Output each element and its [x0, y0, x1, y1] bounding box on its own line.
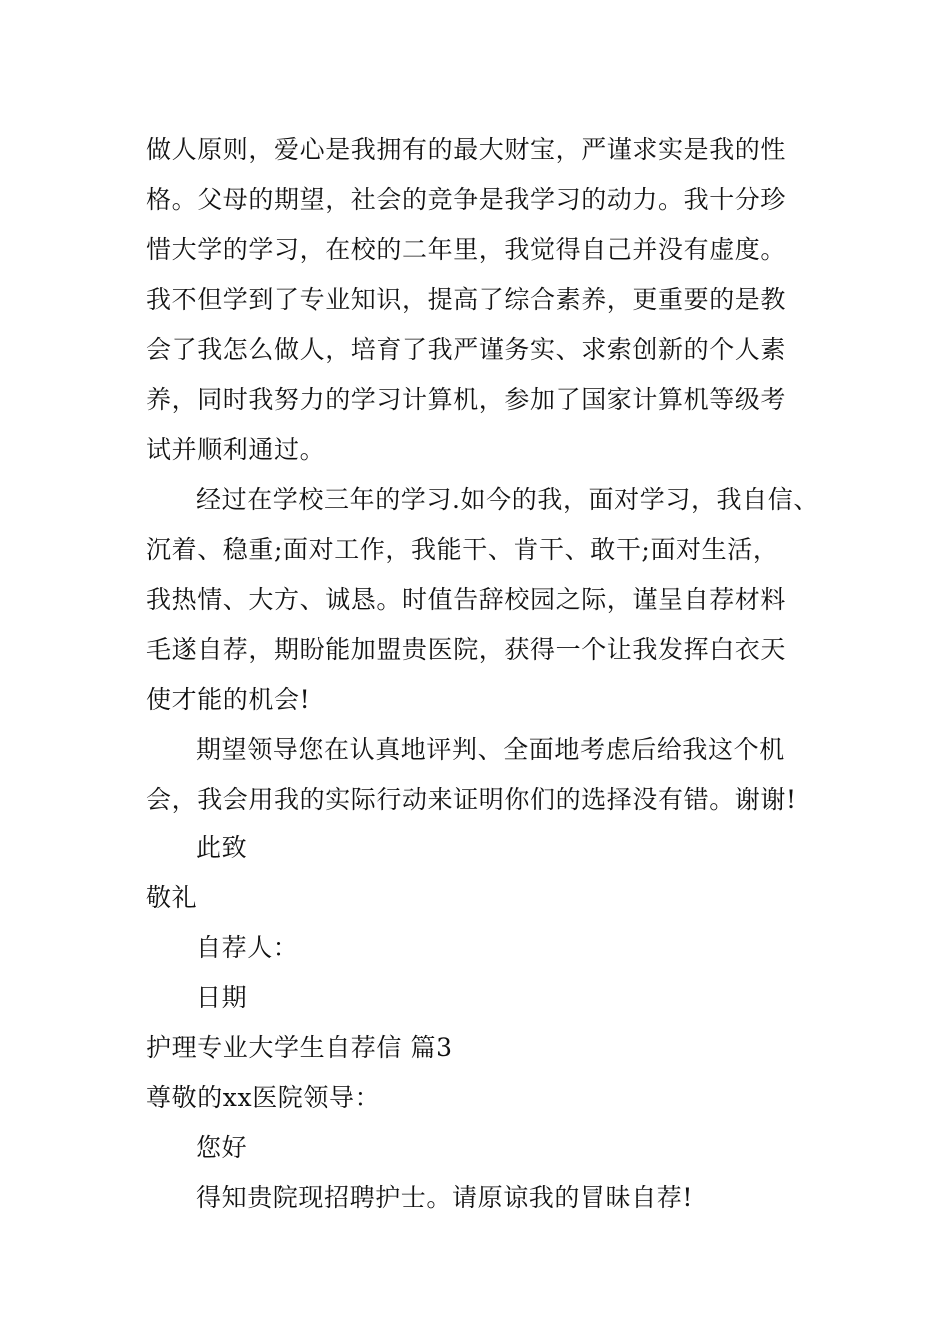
paragraph-line: 期望领导您在认真地评判、全面地考虑后给我这个机 [196, 735, 785, 764]
paragraph-line: 试并顺利通过。 [146, 435, 326, 464]
paragraph-line: 做人原则，爱心是我拥有的最大财宝，严谨求实是我的性 [146, 135, 787, 164]
paragraph-line: 我热情、大方、诚恳。时值告辞校园之际，谨呈自荐材料 [146, 585, 787, 614]
section-heading: 护理专业大学生自荐信 篇3 [146, 1033, 453, 1062]
date-label: 日期 [196, 983, 248, 1012]
paragraph-line: 格。父母的期望，社会的竞争是我学习的动力。我十分珍 [146, 185, 787, 214]
paragraph-line: 沉着、稳重;面对工作，我能干、肯干、敢干;面对生活， [146, 535, 779, 564]
signature-label: 自荐人： [196, 933, 299, 962]
closing-regards: 敬礼 [146, 883, 198, 912]
paragraph-line: 得知贵院现招聘护士。请原谅我的冒昧自荐! [196, 1183, 694, 1212]
paragraph-line: 会了我怎么做人，培育了我严谨务实、求索创新的个人素 [146, 335, 787, 364]
letter-greeting: 尊敬的xx医院领导： [146, 1083, 381, 1112]
paragraph-line: 惜大学的学习，在校的二年里，我觉得自己并没有虚度。 [146, 235, 787, 264]
paragraph-line: 我不但学到了专业知识，提高了综合素养，更重要的是教 [146, 285, 787, 314]
letter-hello: 您好 [196, 1133, 248, 1162]
paragraph-line: 会，我会用我的实际行动来证明你们的选择没有错。谢谢! [146, 785, 797, 814]
paragraph-line: 使才能的机会! [146, 685, 311, 714]
closing-salutation: 此致 [196, 833, 248, 862]
paragraph-line: 毛遂自荐，期盼能加盟贵医院，获得一个让我发挥白衣天 [146, 635, 787, 664]
paragraph-line: 养，同时我努力的学习计算机，参加了国家计算机等级考 [146, 385, 787, 414]
paragraph-line: 经过在学校三年的学习.如今的我，面对学习，我自信、 [196, 485, 819, 514]
